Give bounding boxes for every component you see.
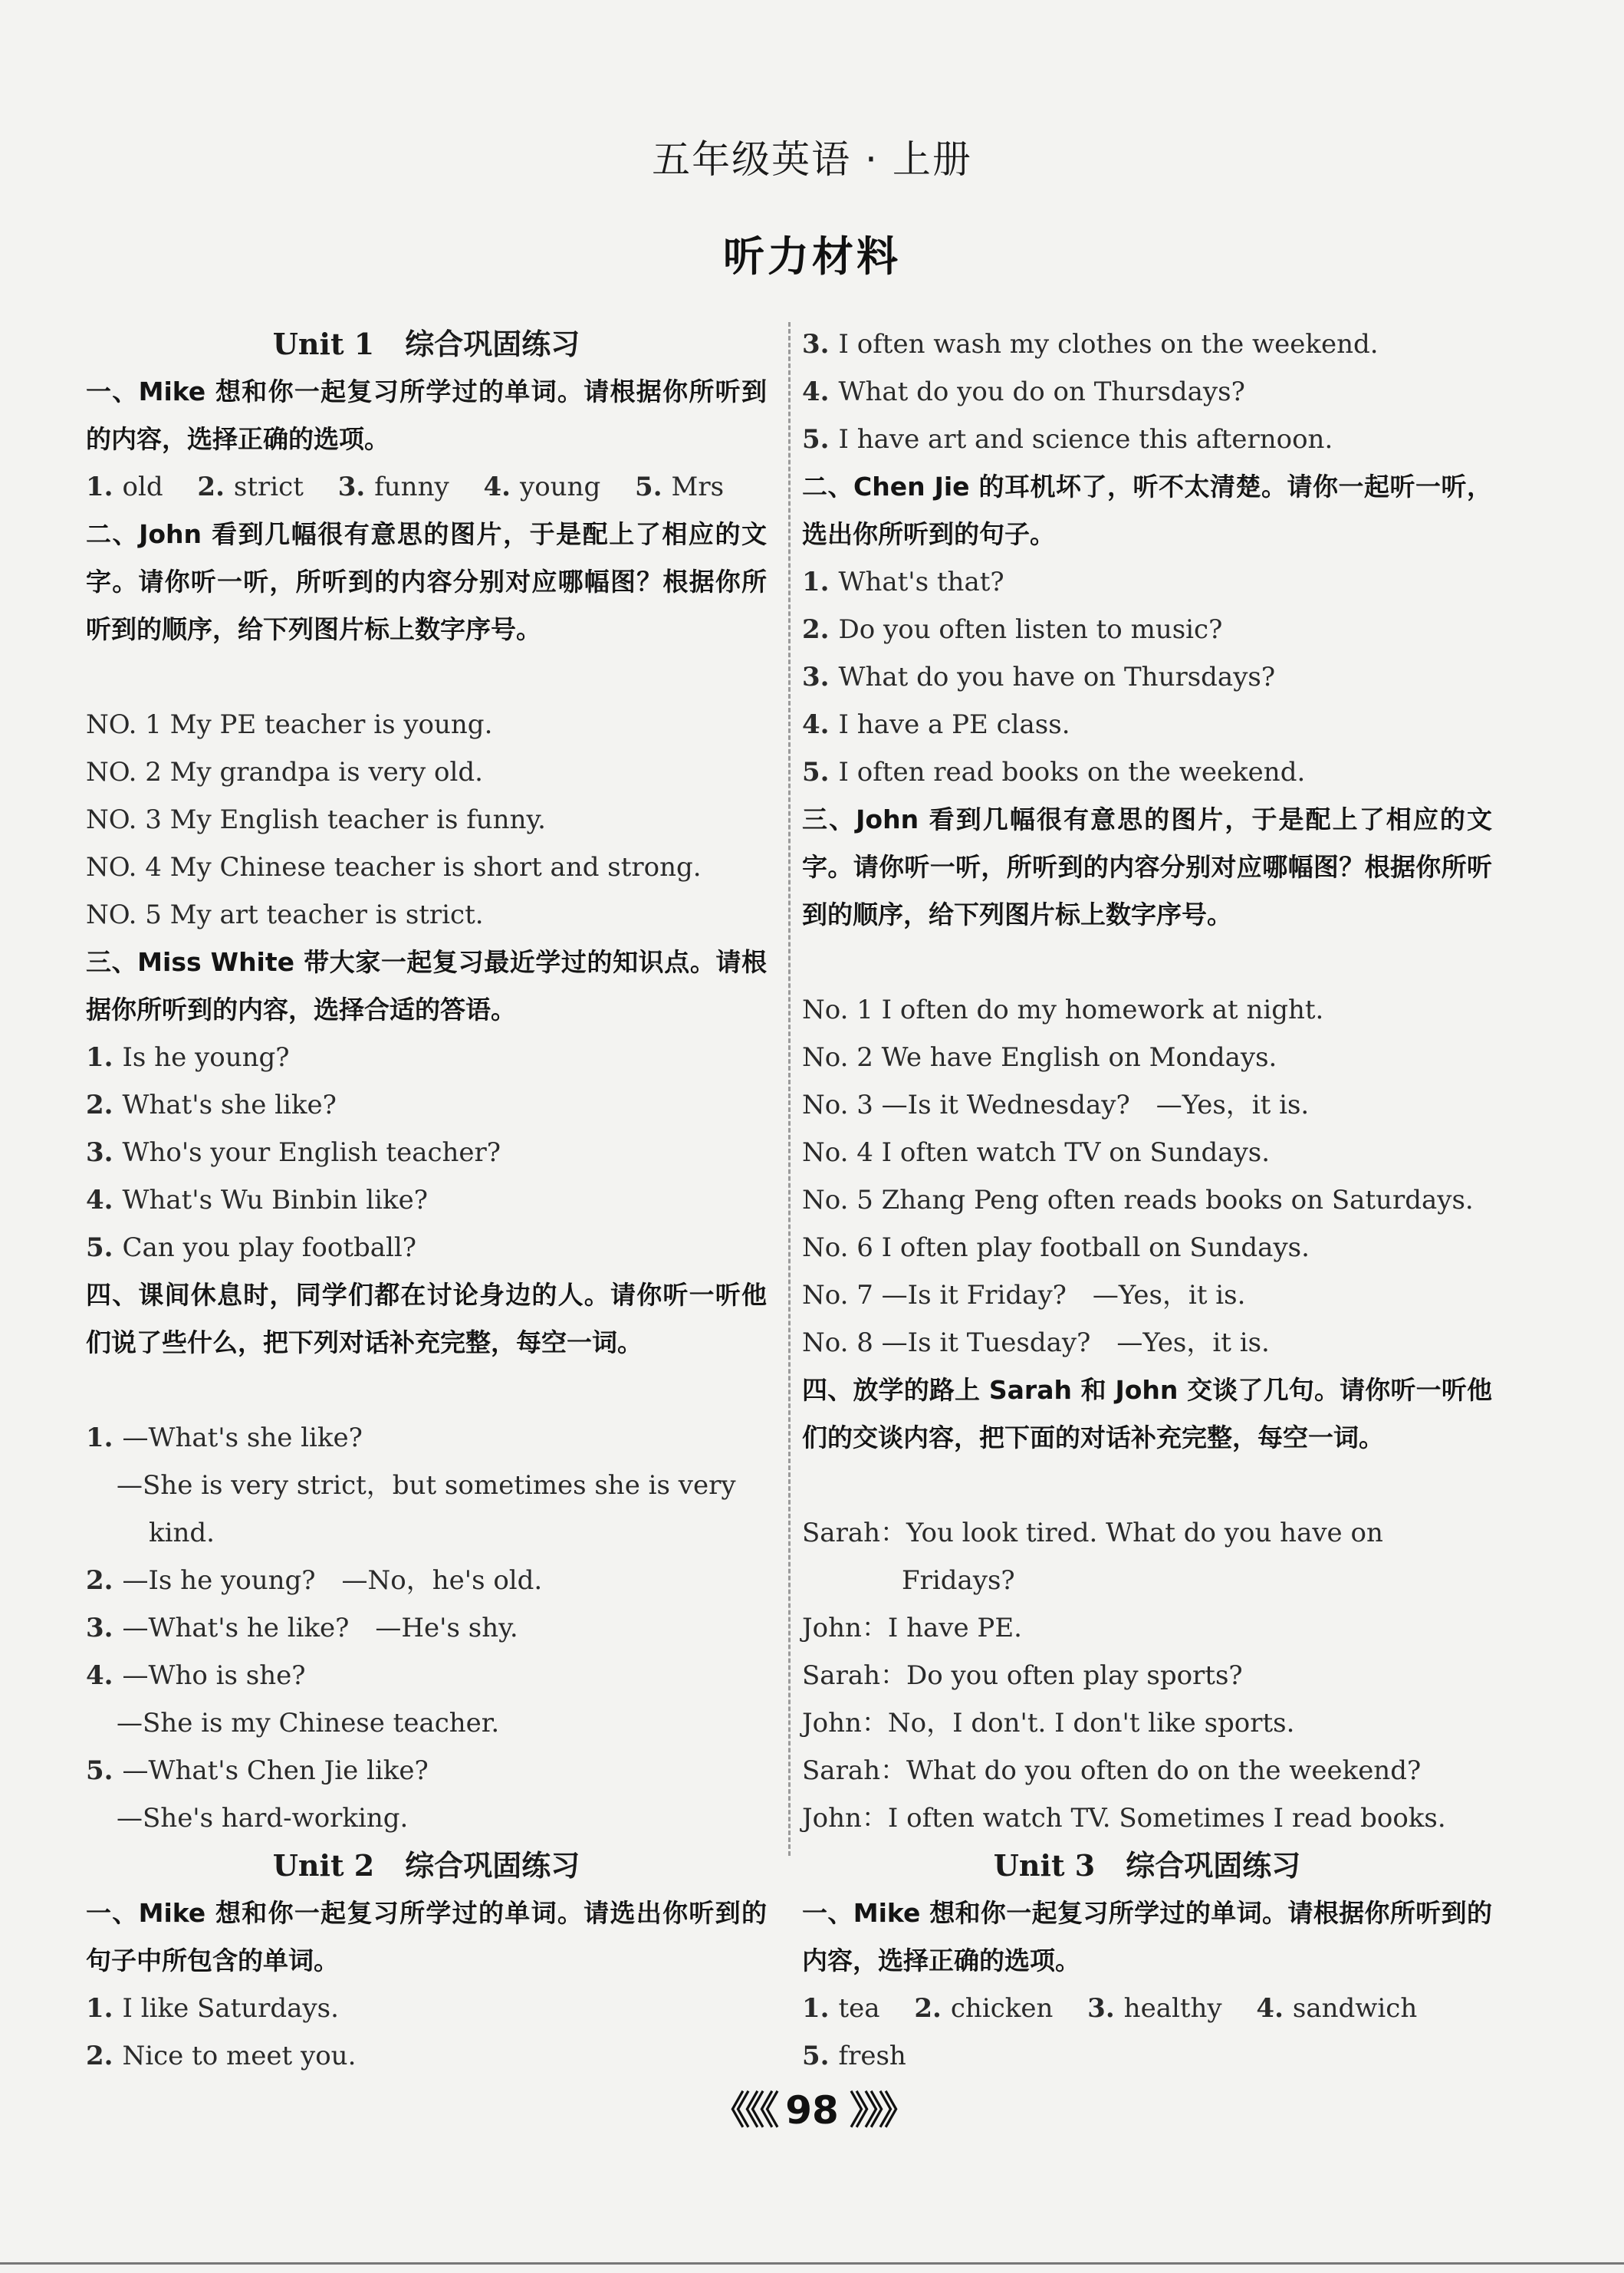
column-divider bbox=[788, 322, 791, 1856]
list-item: No. 4 I often watch TV on Sundays. bbox=[802, 1137, 1271, 1168]
item-text: Do you often listen to music? bbox=[838, 614, 1223, 645]
unit2-section2-heading: 二、Chen Jie 的耳机坏了，听不太清楚。请你一起听一听，选出你所听到的句子。 bbox=[802, 472, 1492, 549]
item-text: What do you have on Thursdays? bbox=[838, 662, 1276, 692]
item-number: 2. bbox=[802, 614, 830, 645]
list-item bbox=[802, 748, 1492, 796]
dialogue-text: —What's she like? bbox=[122, 1423, 363, 1453]
unit3-section1-words bbox=[802, 1985, 1492, 2032]
left-column bbox=[86, 321, 767, 2080]
dialogue-text: —Is he young? —No，he's old. bbox=[122, 1565, 543, 1596]
item-text: I have art and science this afternoon. bbox=[838, 424, 1333, 455]
item-number: 4. bbox=[802, 709, 830, 740]
unit1-title bbox=[86, 321, 767, 368]
item-text: Who's your English teacher? bbox=[122, 1137, 501, 1168]
dialogue-line bbox=[86, 1557, 767, 1604]
item-number: 2. bbox=[86, 1090, 113, 1120]
dialogue-line: kind. bbox=[149, 1518, 215, 1548]
unit1-section1-heading: 一、Mike 想和你一起复习所学过的单词。请根据你所听到的内容，选择正确的选项。 bbox=[86, 377, 767, 454]
dialogue-line bbox=[86, 1652, 767, 1699]
list-item: NO. 2 My grandpa is very old. bbox=[86, 757, 483, 788]
dialogue-line: Sarah：You look tired. What do you have on bbox=[802, 1518, 1383, 1548]
word-option: old bbox=[122, 472, 163, 502]
list-item: No. 6 I often play football on Sundays. bbox=[802, 1232, 1310, 1263]
unit1-section1-words bbox=[86, 463, 767, 511]
list-item bbox=[802, 701, 1492, 748]
word-option: strict bbox=[233, 472, 304, 502]
item-text: What do you do on Thursdays? bbox=[838, 377, 1245, 407]
list-item bbox=[86, 1176, 767, 1224]
list-item bbox=[86, 1985, 767, 2032]
item-text: What's that? bbox=[838, 567, 1004, 597]
unit1-section2-heading: 二、John 看到几幅很有意思的图片，于是配上了相应的文字。请你听一听，所听到的内容分别对应哪幅图？根据你所听到的顺序，给下列图片标上数字序号。 bbox=[86, 519, 767, 644]
word-number: 3. bbox=[1087, 1993, 1115, 2024]
dialogue-text: —Who is she? bbox=[122, 1660, 306, 1691]
chevron-left-icon: 《《《 bbox=[712, 2088, 775, 2133]
dialogue-line: —She's hard-working. bbox=[117, 1803, 409, 1834]
item-number: 2. bbox=[86, 2041, 113, 2071]
unit1-section3-heading: 三、Miss White 带大家一起复习最近学过的知识点。请根据你所听到的内容，选择合适的答语。 bbox=[86, 947, 767, 1025]
word-number: 1. bbox=[86, 472, 113, 502]
word-number: 5. bbox=[635, 472, 662, 502]
list-item bbox=[802, 416, 1492, 463]
word-number: 4. bbox=[1256, 1993, 1284, 2024]
page-number-value: 98 bbox=[785, 2088, 839, 2133]
item-text: I have a PE class. bbox=[838, 709, 1070, 740]
list-item bbox=[802, 321, 1492, 368]
list-item bbox=[86, 2032, 767, 2080]
word-number: 1. bbox=[802, 1993, 830, 2024]
word-number: 4. bbox=[483, 472, 511, 502]
page-title: 听力材料 bbox=[723, 232, 901, 281]
unit2-title-text: 综合巩固练习 bbox=[405, 1848, 580, 1883]
list-item bbox=[86, 1224, 767, 1271]
item-text: I like Saturdays. bbox=[122, 1993, 339, 2024]
dialogue-line: John：I often watch TV. Sometimes I read books. bbox=[802, 1803, 1446, 1834]
dialogue-line: John：No，I don't. I don't like sports. bbox=[802, 1708, 1295, 1738]
word-option: funny bbox=[374, 472, 449, 502]
list-item bbox=[802, 606, 1492, 653]
dialogue-line: Sarah：Do you often play sports? bbox=[802, 1660, 1243, 1691]
right-column bbox=[802, 321, 1492, 2080]
item-number: 1. bbox=[802, 567, 830, 597]
list-item: No. 1 I often do my homework at night. bbox=[802, 995, 1324, 1025]
page-edge-line bbox=[0, 2262, 1624, 2265]
item-number: 2. bbox=[86, 1565, 113, 1596]
unit2-section3-heading: 三、John 看到几幅很有意思的图片，于是配上了相应的文字。请你听一听，所听到的内容分别对应哪幅图？根据你所听到的顺序，给下列图片标上数字序号。 bbox=[802, 804, 1492, 929]
dialogue-text: —What's he like? —He's shy. bbox=[122, 1613, 518, 1643]
item-number: 1. bbox=[86, 1042, 113, 1073]
item-number: 3. bbox=[802, 329, 830, 360]
item-number: 4. bbox=[86, 1185, 113, 1215]
word-option: tea bbox=[838, 1993, 880, 2024]
item-number: 5. bbox=[802, 757, 830, 788]
dialogue-line bbox=[86, 1604, 767, 1652]
item-number: 3. bbox=[86, 1137, 113, 1168]
item-number: 5. bbox=[802, 424, 830, 455]
item-text: Is he young? bbox=[122, 1042, 290, 1073]
word-option: chicken bbox=[950, 1993, 1054, 2024]
word-option: young bbox=[519, 472, 601, 502]
unit2-title bbox=[86, 1842, 767, 1890]
word-number: 5. bbox=[802, 2041, 830, 2071]
item-text: Nice to meet you. bbox=[122, 2041, 357, 2071]
item-text: What's she like? bbox=[122, 1090, 337, 1120]
list-item bbox=[802, 653, 1492, 701]
item-number: 3. bbox=[802, 662, 830, 692]
word-option: fresh bbox=[838, 2041, 906, 2071]
word-option: Mrs bbox=[671, 472, 725, 502]
unit2-section1-heading: 一、Mike 想和你一起复习所学过的单词。请选出你听到的句子中所包含的单词。 bbox=[86, 1898, 767, 1975]
dialogue-line: Sarah：What do you often do on the weekend? bbox=[802, 1755, 1422, 1786]
list-item bbox=[86, 1034, 767, 1081]
list-item: No. 3 —Is it Wednesday? —Yes，it is. bbox=[802, 1090, 1310, 1120]
dialogue-line: —She is my Chinese teacher. bbox=[117, 1708, 500, 1738]
dialogue-line: John：I have PE. bbox=[802, 1613, 1022, 1643]
unit3-title bbox=[802, 1842, 1492, 1890]
item-text: I often read books on the weekend. bbox=[838, 757, 1306, 788]
list-item: No. 5 Zhang Peng often reads books on Saturdays. bbox=[802, 1185, 1474, 1215]
chevron-right-icon: 》》》 bbox=[849, 2088, 912, 2133]
item-number: 4. bbox=[802, 377, 830, 407]
item-number: 4. bbox=[86, 1660, 113, 1691]
unit1-section4-heading: 四、课间休息时，同学们都在讨论身边的人。请你听一听他们说了些什么，把下列对话补充完整，每空一词。 bbox=[86, 1280, 767, 1357]
page-number bbox=[0, 2080, 1624, 2135]
unit2-section4-heading: 四、放学的路上 Sarah 和 John 交谈了几句。请你听一听他们的交谈内容，把下面的对话补充完整，每空一词。 bbox=[802, 1375, 1492, 1452]
unit3-section1-heading: 一、Mike 想和你一起复习所学过的单词。请根据你所听到的内容，选择正确的选项。 bbox=[802, 1898, 1492, 1975]
list-item bbox=[86, 1081, 767, 1129]
dialogue-line: —She is very strict，but sometimes she is very bbox=[117, 1470, 736, 1501]
item-number: 1. bbox=[86, 1993, 113, 2024]
unit3-label: Unit 3 bbox=[993, 1848, 1096, 1883]
list-item: NO. 4 My Chinese teacher is short and strong. bbox=[86, 852, 702, 883]
list-item: NO. 5 My art teacher is strict. bbox=[86, 900, 484, 930]
item-number: 5. bbox=[86, 1232, 113, 1263]
list-item bbox=[802, 2032, 1492, 2080]
item-number: 3. bbox=[86, 1613, 113, 1643]
list-item: NO. 3 My English teacher is funny. bbox=[86, 804, 546, 835]
item-number: 5. bbox=[86, 1755, 113, 1786]
word-number: 3. bbox=[337, 472, 366, 502]
item-number: 1. bbox=[86, 1423, 113, 1453]
list-item bbox=[802, 368, 1492, 416]
unit3-title-text: 综合巩固练习 bbox=[1126, 1848, 1301, 1883]
list-item: No. 7 —Is it Friday? —Yes，it is. bbox=[802, 1280, 1246, 1311]
book-title: 五年级英语 · 上册 bbox=[652, 137, 972, 182]
item-text: What's Wu Binbin like? bbox=[122, 1185, 428, 1215]
dialogue-text: —What's Chen Jie like? bbox=[122, 1755, 429, 1786]
list-item bbox=[86, 1129, 767, 1176]
item-text: I often wash my clothes on the weekend. bbox=[838, 329, 1379, 360]
list-item: No. 8 —Is it Tuesday? —Yes，it is. bbox=[802, 1327, 1270, 1358]
word-number: 2. bbox=[914, 1993, 942, 2024]
unit1-title-text: 综合巩固练习 bbox=[405, 327, 580, 361]
word-option: healthy bbox=[1123, 1993, 1222, 2024]
dialogue-line bbox=[86, 1747, 767, 1794]
unit2-label: Unit 2 bbox=[272, 1848, 375, 1883]
dialogue-line: Fridays? bbox=[902, 1565, 1015, 1596]
list-item: No. 2 We have English on Mondays. bbox=[802, 1042, 1277, 1073]
list-item bbox=[802, 558, 1492, 606]
item-text: Can you play football? bbox=[122, 1232, 416, 1263]
dialogue-line bbox=[86, 1414, 767, 1462]
unit1-label: Unit 1 bbox=[272, 327, 375, 361]
word-number: 2. bbox=[197, 472, 225, 502]
word-option: sandwich bbox=[1292, 1993, 1418, 2024]
list-item: NO. 1 My PE teacher is young. bbox=[86, 709, 493, 740]
